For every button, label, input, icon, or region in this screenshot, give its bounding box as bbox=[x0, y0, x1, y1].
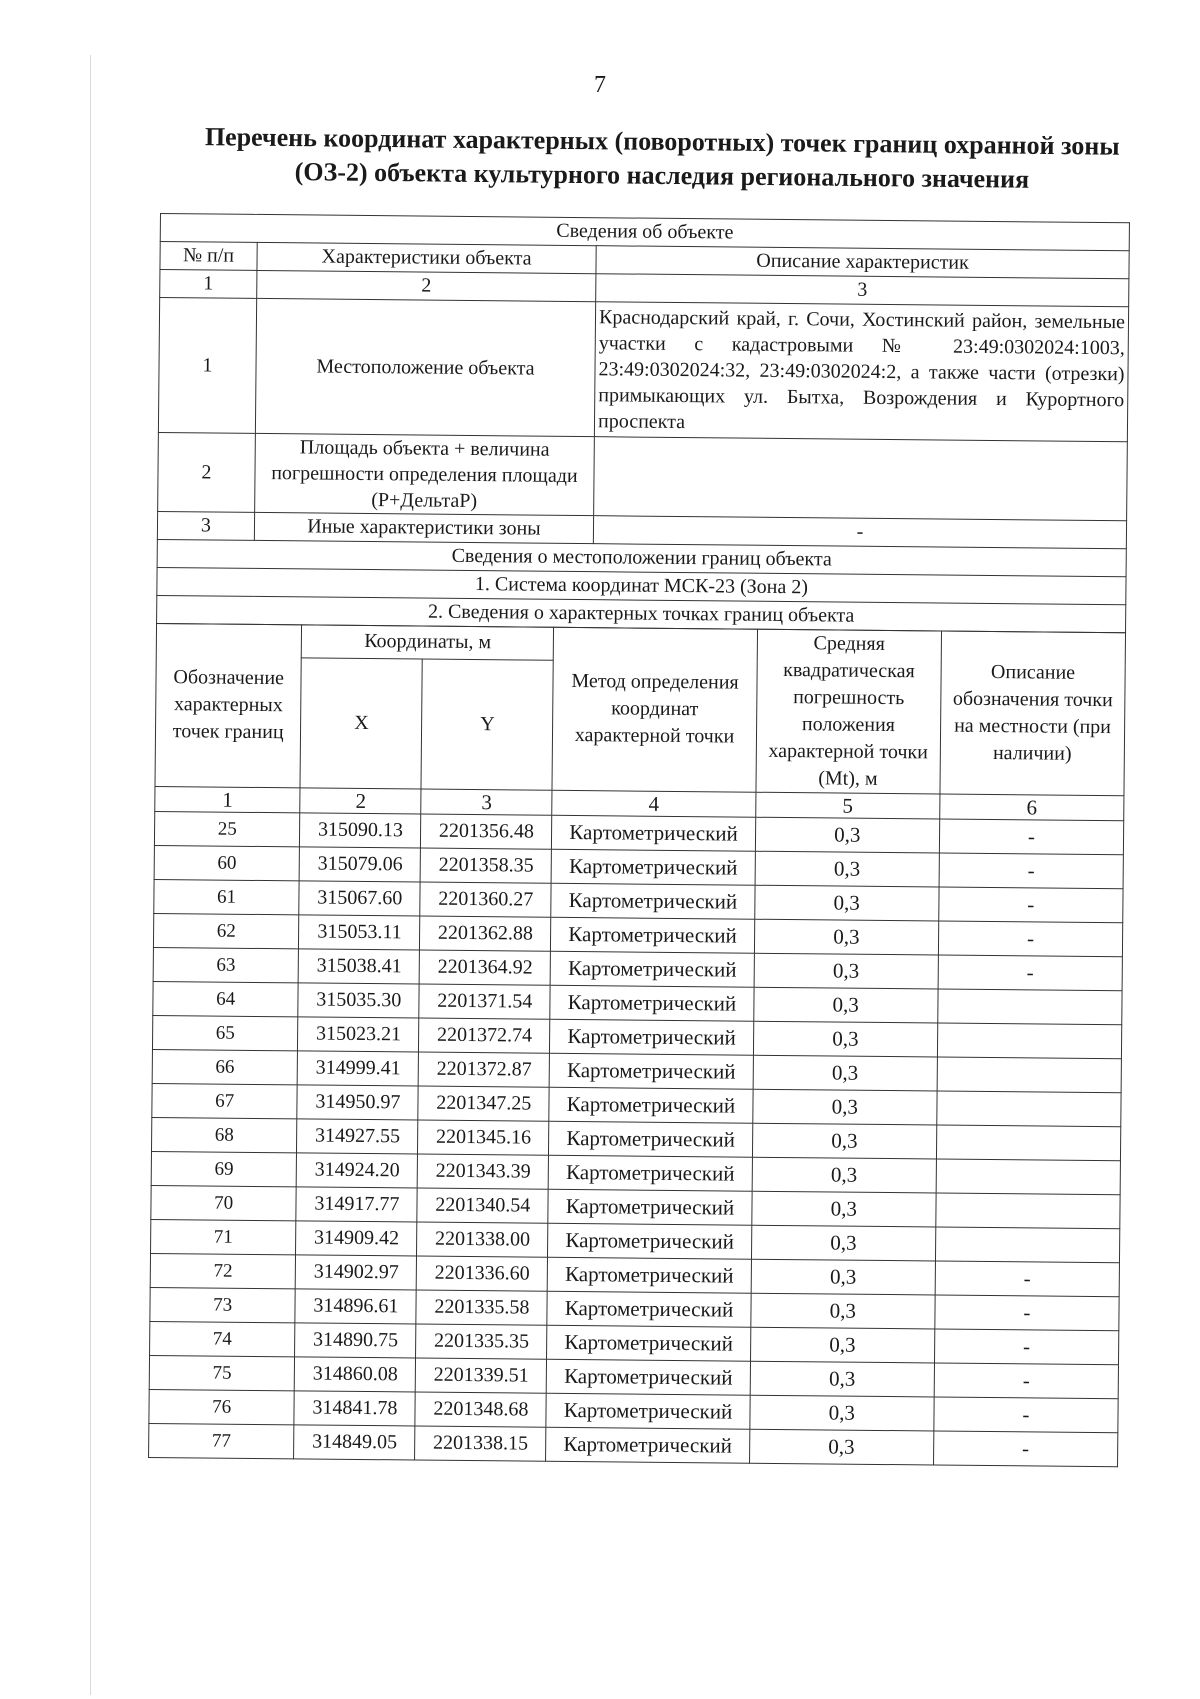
point-error: 0,3 bbox=[752, 1123, 936, 1159]
point-error: 0,3 bbox=[752, 1191, 936, 1227]
point-note: - bbox=[938, 955, 1122, 991]
point-id: 72 bbox=[150, 1253, 296, 1288]
point-x: 315090.13 bbox=[300, 812, 421, 847]
point-id: 61 bbox=[154, 879, 300, 914]
point-id: 63 bbox=[153, 947, 299, 982]
point-y: 2201340.54 bbox=[417, 1188, 548, 1223]
point-error: 0,3 bbox=[750, 1327, 934, 1363]
point-error: 0,3 bbox=[749, 1429, 933, 1465]
point-note: - bbox=[939, 819, 1123, 855]
point-method: Картометрический bbox=[547, 1257, 751, 1293]
point-error: 0,3 bbox=[755, 885, 939, 921]
point-x: 314890.75 bbox=[295, 1322, 416, 1357]
point-method: Картометрический bbox=[549, 1087, 753, 1123]
header-coords: Координаты, м bbox=[302, 624, 554, 660]
point-id: 73 bbox=[150, 1287, 296, 1322]
point-y: 2201335.58 bbox=[416, 1290, 547, 1325]
point-method: Картометрический bbox=[547, 1291, 751, 1327]
point-method: Картометрический bbox=[546, 1393, 750, 1429]
point-x: 315053.11 bbox=[299, 914, 420, 949]
point-note: - bbox=[935, 1260, 1119, 1296]
object-info-table-wrap bbox=[148, 213, 1130, 1467]
point-note bbox=[937, 1090, 1121, 1126]
point-id: 76 bbox=[149, 1389, 295, 1424]
point-error: 0,3 bbox=[753, 1055, 937, 1091]
point-note: - bbox=[934, 1328, 1118, 1364]
header-note: Описание обозначения точки на местности (при наличии) bbox=[940, 631, 1126, 796]
point-note bbox=[936, 1124, 1120, 1160]
point-method: Картометрический bbox=[549, 1121, 753, 1157]
point-y: 2201338.00 bbox=[417, 1222, 548, 1257]
point-note bbox=[937, 1057, 1121, 1093]
point-y: 2201348.68 bbox=[415, 1392, 546, 1427]
row-characteristic: Местоположение объекта bbox=[255, 298, 595, 436]
header-num: № п/п bbox=[160, 242, 257, 271]
col-number: 3 bbox=[596, 274, 1129, 307]
header-method: Метод определения координат характерной точки bbox=[552, 627, 757, 792]
point-x: 314999.41 bbox=[297, 1050, 418, 1085]
point-id: 75 bbox=[149, 1355, 295, 1390]
point-y: 2201372.87 bbox=[419, 1052, 550, 1087]
point-y: 2201339.51 bbox=[416, 1358, 547, 1393]
point-id: 25 bbox=[154, 811, 300, 846]
document-title: Перечень координат характерных (поворотных) точек границ охранной зоны (ОЗ-2) объекта культурного наследия регионального значения bbox=[204, 122, 1120, 194]
row-description: - bbox=[593, 516, 1126, 549]
point-x: 315035.30 bbox=[298, 982, 419, 1017]
header-x: X bbox=[300, 658, 422, 789]
point-x: 314896.61 bbox=[295, 1288, 416, 1323]
point-y: 2201345.16 bbox=[418, 1120, 549, 1155]
col-number: 3 bbox=[421, 789, 552, 815]
header-description: Описание характеристик bbox=[596, 246, 1129, 279]
row-num: 3 bbox=[157, 511, 254, 540]
row-num: 1 bbox=[158, 298, 256, 434]
row-description bbox=[594, 437, 1128, 521]
point-y: 2201338.15 bbox=[415, 1426, 546, 1461]
point-y: 2201358.35 bbox=[421, 848, 552, 883]
header-y: Y bbox=[421, 659, 553, 790]
point-method: Картометрический bbox=[548, 1223, 752, 1259]
points-table bbox=[148, 622, 1126, 1466]
point-id: 65 bbox=[152, 1015, 298, 1050]
point-y: 2201372.74 bbox=[419, 1018, 550, 1053]
header-characteristic: Характеристики объекта bbox=[257, 242, 596, 273]
point-id: 62 bbox=[153, 913, 299, 948]
point-method: Картометрический bbox=[550, 1019, 754, 1055]
point-method: Картометрический bbox=[551, 917, 755, 953]
point-error: 0,3 bbox=[750, 1395, 934, 1431]
point-id: 68 bbox=[151, 1117, 297, 1152]
point-x: 315079.06 bbox=[299, 846, 420, 881]
point-method: Картометрический bbox=[552, 815, 756, 851]
col-number: 2 bbox=[300, 787, 421, 813]
header-designation: Обозначение характерных точек границ bbox=[155, 623, 302, 787]
point-note bbox=[935, 1226, 1119, 1262]
point-error: 0,3 bbox=[753, 1021, 937, 1057]
point-id: 64 bbox=[153, 981, 299, 1016]
col-number: 1 bbox=[155, 786, 301, 812]
row-num: 2 bbox=[158, 432, 256, 512]
point-id: 77 bbox=[149, 1423, 295, 1458]
point-x: 314860.08 bbox=[295, 1356, 416, 1391]
point-y: 2201335.35 bbox=[416, 1324, 547, 1359]
point-method: Картометрический bbox=[548, 1155, 752, 1191]
point-y: 2201336.60 bbox=[417, 1256, 548, 1291]
point-y: 2201360.27 bbox=[420, 882, 551, 917]
page-number: 7 bbox=[594, 72, 606, 98]
row-characteristic: Иные характеристики зоны bbox=[254, 512, 593, 543]
point-note bbox=[938, 989, 1122, 1025]
point-y: 2201347.25 bbox=[418, 1086, 549, 1121]
point-y: 2201343.39 bbox=[418, 1154, 549, 1189]
point-id: 74 bbox=[150, 1321, 296, 1356]
point-x: 314927.55 bbox=[297, 1118, 418, 1153]
point-error: 0,3 bbox=[753, 1089, 937, 1125]
point-id: 66 bbox=[152, 1049, 298, 1084]
point-method: Картометрический bbox=[548, 1189, 752, 1225]
point-note: - bbox=[933, 1430, 1117, 1466]
point-error: 0,3 bbox=[755, 851, 939, 887]
point-x: 315038.41 bbox=[298, 948, 419, 983]
point-id: 71 bbox=[151, 1219, 297, 1254]
point-method: Картометрический bbox=[546, 1427, 750, 1463]
point-note: - bbox=[934, 1362, 1118, 1398]
object-info-section-title: Сведения об объекте bbox=[160, 214, 1129, 251]
point-note bbox=[937, 1023, 1121, 1059]
point-x: 315023.21 bbox=[298, 1016, 419, 1051]
point-method: Картометрический bbox=[550, 985, 754, 1021]
point-x: 314950.97 bbox=[297, 1084, 418, 1119]
point-note: - bbox=[939, 853, 1123, 889]
point-x: 314917.77 bbox=[296, 1186, 417, 1221]
col-number: 1 bbox=[160, 270, 257, 299]
point-x: 315067.60 bbox=[299, 880, 420, 915]
point-note: - bbox=[939, 887, 1123, 923]
point-note: - bbox=[938, 921, 1122, 957]
point-method: Картометрический bbox=[549, 1053, 753, 1089]
point-method: Картометрический bbox=[546, 1359, 750, 1395]
point-error: 0,3 bbox=[751, 1293, 935, 1329]
point-error: 0,3 bbox=[754, 953, 938, 989]
point-method: Картометрический bbox=[551, 849, 755, 885]
point-error: 0,3 bbox=[752, 1157, 936, 1193]
point-error: 0,3 bbox=[754, 987, 938, 1023]
row-characteristic: Площадь объекта + величина погрешности определения площади (Р+ДельтаР) bbox=[255, 433, 595, 515]
point-x: 314909.42 bbox=[296, 1220, 417, 1255]
col-number: 6 bbox=[940, 794, 1124, 821]
point-method: Картометрический bbox=[547, 1325, 751, 1361]
point-id: 67 bbox=[152, 1083, 298, 1118]
col-number: 2 bbox=[257, 270, 596, 301]
point-x: 314924.20 bbox=[297, 1152, 418, 1187]
point-x: 314841.78 bbox=[294, 1390, 415, 1425]
point-y: 2201356.48 bbox=[421, 814, 552, 849]
row-description: Краснодарский край, г. Сочи, Хостинский район, земельные участки с кадастровыми № 23:49:0302024:1003, 23:49:0302024:32, 23:49:0302024:2, а также части (отрезки) примыкающих ул. Бытха, Возрождения и Курортного проспекта bbox=[594, 302, 1128, 442]
point-error: 0,3 bbox=[755, 817, 939, 853]
points-section-title: 2. Сведения о характерных точках границ объекта bbox=[157, 595, 1126, 632]
point-x: 314902.97 bbox=[296, 1254, 417, 1289]
point-id: 69 bbox=[151, 1151, 297, 1186]
page-margin-line bbox=[90, 55, 91, 1695]
point-y: 2201362.88 bbox=[420, 916, 551, 951]
point-method: Картометрический bbox=[551, 883, 755, 919]
point-note bbox=[936, 1158, 1120, 1194]
col-number: 4 bbox=[552, 790, 756, 817]
point-method: Картометрический bbox=[550, 951, 754, 987]
object-info-table bbox=[156, 213, 1130, 633]
header-error: Средняя квадратическая погрешность положения характерной точки (Mt), м bbox=[756, 629, 942, 794]
point-note: - bbox=[934, 1396, 1118, 1432]
point-id: 60 bbox=[154, 845, 300, 880]
points-body bbox=[149, 811, 1124, 1466]
point-error: 0,3 bbox=[751, 1225, 935, 1261]
point-error: 0,3 bbox=[754, 919, 938, 955]
point-note: - bbox=[935, 1294, 1119, 1330]
point-error: 0,3 bbox=[751, 1259, 935, 1295]
point-id: 70 bbox=[151, 1185, 297, 1220]
col-number: 5 bbox=[755, 792, 939, 819]
point-x: 314849.05 bbox=[294, 1424, 415, 1459]
point-error: 0,3 bbox=[750, 1361, 934, 1397]
point-y: 2201364.92 bbox=[420, 950, 551, 985]
point-y: 2201371.54 bbox=[419, 984, 550, 1019]
location-section-title: Сведения о местоположении границ объекта bbox=[157, 539, 1126, 576]
coord-system: 1. Система координат МСК-23 (Зона 2) bbox=[157, 567, 1126, 604]
point-note bbox=[936, 1192, 1120, 1228]
